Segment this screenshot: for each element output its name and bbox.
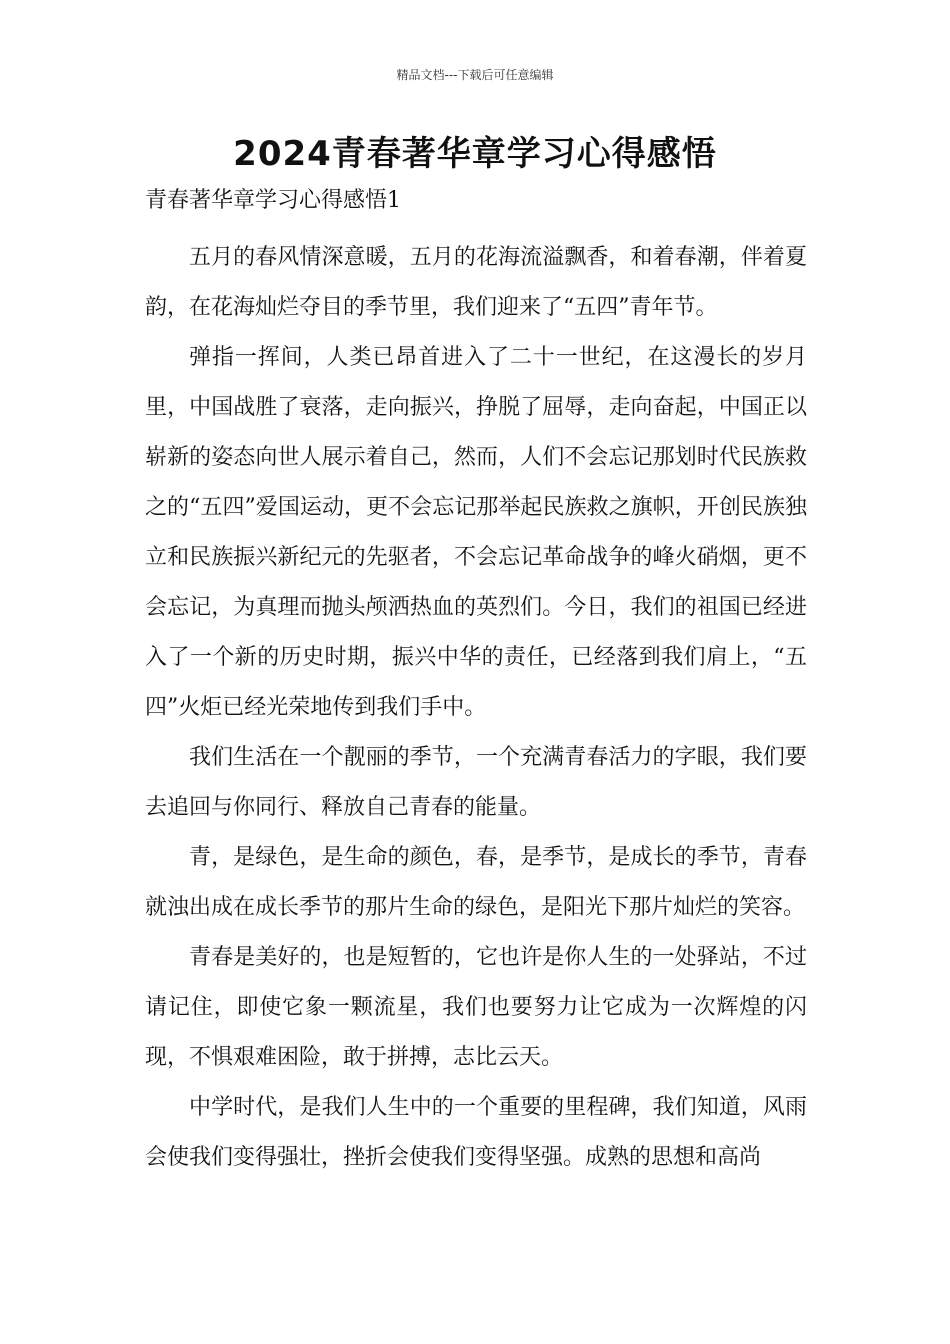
- paragraph: 弹指一挥间，人类已昂首进入了二十一世纪，在这漫长的岁月里，中国战胜了衰落，走向振兴，挣脱了屈辱，走向奋起，中国正以崭新的姿态向世人展示着自己，然而，人们不会忘记那划时代民族救之的“五四”爱国运动，更不会忘记那举起民族救之旗帜，开创民族独立和民族振兴新纪元的先驱者，不会忘记革命战争的峰火硝烟，更不会忘记，为真理而抛头颅洒热血的英烈们。今日，我们的祖国已经进入了一个新的历史时期，振兴中华的责任，已经落到我们肩上，“五四”火炬已经光荣地传到我们手中。: [145, 345, 807, 720]
- paragraph: 我们生活在一个靓丽的季节，一个充满青春活力的字眼，我们要去追回与你同行、释放自己青春的能量。: [145, 745, 807, 820]
- document-body: [145, 233, 807, 1183]
- document-title: 2024青春著华章学习心得感悟: [233, 134, 717, 174]
- header-note: 精品文档---下载后可任意编辑: [396, 68, 554, 82]
- paragraph: 中学时代，是我们人生中的一个重要的里程碑，我们知道，风雨会使我们变得强壮，挫折会使我们变得坚强。成熟的思想和高尚: [145, 1095, 807, 1170]
- document-subtitle: 青春著华章学习心得感悟1: [145, 188, 401, 213]
- paragraph: 青，是绿色，是生命的颜色，春，是季节，是成长的季节，青春就浊出成在成长季节的那片生命的绿色，是阳光下那片灿烂的笑容。: [145, 845, 807, 920]
- paragraph: 五月的春风情深意暖，五月的花海流溢飘香，和着春潮，伴着夏韵，在花海灿烂夺目的季节里，我们迎来了“五四”青年节。: [145, 245, 807, 320]
- paragraph: 青春是美好的，也是短暂的，它也许是你人生的一处驿站，不过请记住，即使它象一颗流星，我们也要努力让它成为一次辉煌的闪现，不惧艰难困险，敢于拼搏，志比云天。: [145, 945, 807, 1070]
